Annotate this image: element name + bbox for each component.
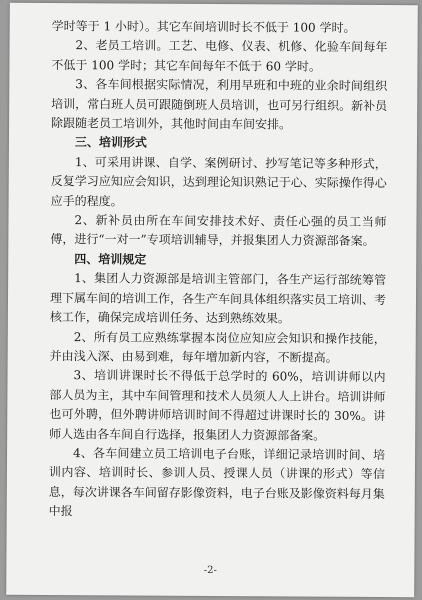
section-heading: 四、培训规定 (74, 252, 147, 267)
paragraph: 2、老员工培训。工艺、电修、仪表、机修、化验车间每年不低于 100 学时；其它车间每年不低于 60 学时。 (51, 38, 388, 74)
page-number: -2- (203, 564, 217, 577)
document-page (6, 3, 418, 597)
paragraph: 1、可采用讲课、自学、案例研讨、抄写笔记等多种形式，反复学习应知应会知识，达到理论知识熟记于心、实际操作得心应手的程度。 (50, 155, 387, 209)
document-body (49, 17, 388, 524)
paragraph: 4、各车间建立员工培训电子台账，详细记录培训时间、培训内容、培训时长、参训人员、授课人员（讲课的形式）等信息，每次讲课各车间留存影像资料，电子台账及影像资料每月集中报 (48, 446, 386, 519)
section-heading: 三、培训形式 (74, 135, 148, 151)
paragraph: 3、各车间根据实际情况，利用早班和中班的业余时间组织培训，常白班人员可跟随倒班人员培训，也可另行组织。新补员除跟随老员工培训外，其他时间由车间安排。 (51, 77, 388, 132)
paragraph: 2、所有员工应熟练掌握本岗位应知应会知识和操作技能，并由浅入深、由易到难，每年增加新内容，不断提高。 (49, 329, 386, 365)
paragraph: 3、培训讲课时长不得低于总学时的 60%，培训讲师以内部人员为主，其中车间管理和技术人员须人人上讲台。培训讲师也可外聘，但外聘讲师培训时间不得超过讲课时长的 30%。讲师人选由各车间自行选择，报集团人力资源部备案。 (49, 368, 386, 443)
paragraph: 2、新补员由所在车间安排技术好、责任心强的员工当师傅，进行“一对一”专项培训辅导，并报集团人力资源部备案。 (50, 213, 387, 249)
paragraph: 学时等于 1 小时）。其它车间培训时长不低于 100 学时。 (51, 19, 356, 35)
paragraph: 1、集团人力资源部是培训主管部门，各生产运行部统筹管理下属车间的培训工作，各生产车间具体组织落实员工培训、考核工作，确保完成培训任务、达到熟练效果。 (49, 271, 387, 326)
